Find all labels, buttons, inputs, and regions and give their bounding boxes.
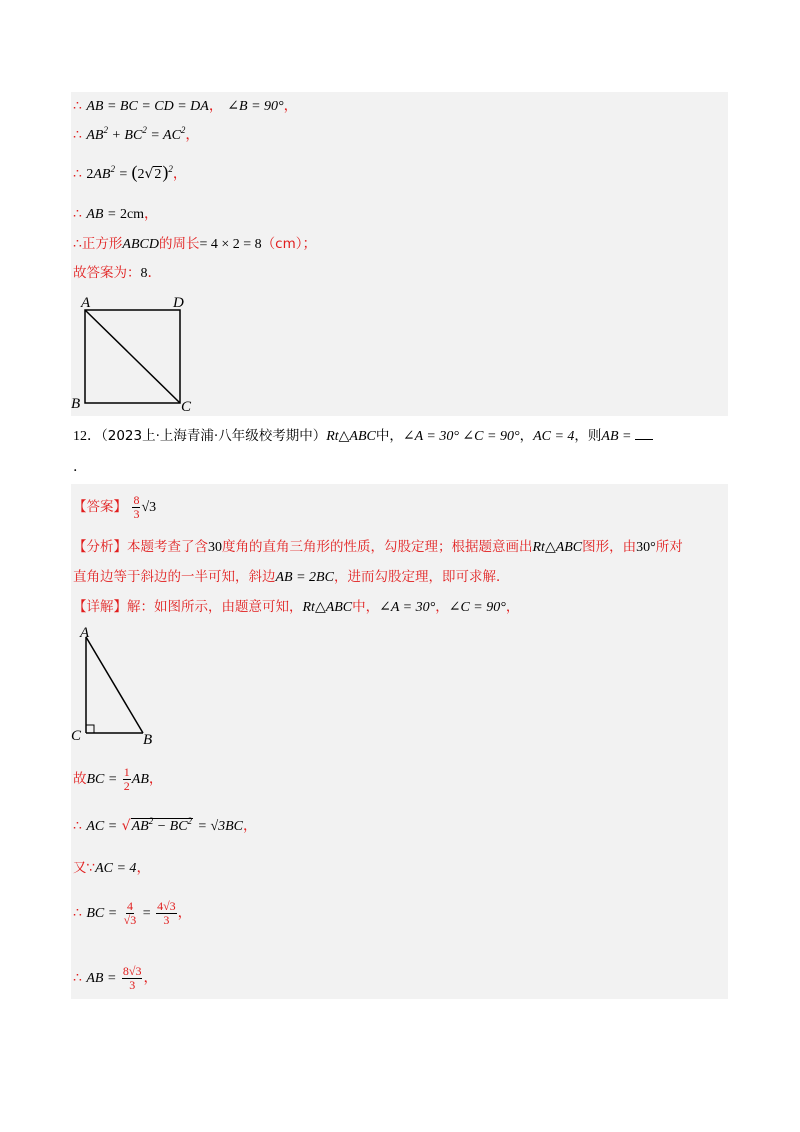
analysis-tag: 【分析】: [73, 539, 127, 555]
line-2: ∴ $AB^2 + BC^2 = AC^2$，: [73, 125, 200, 143]
vertex-b: B: [71, 396, 81, 412]
step-2: ∴ AC = $√AB^2 - BC^2 = √3BC$，: [73, 816, 258, 834]
step-4: ∴ BC = $\frac{4}{√3}$ = $\frac{4√3}{3}$ ，: [73, 898, 192, 927]
line-1: ∴ AB = BC = CD = DA， ∠B = 90°，: [73, 98, 298, 114]
answer-tag: 【答案】: [73, 499, 127, 515]
line-3: ∴ $2AB^2 = (2√2)^2$，: [73, 162, 187, 182]
vertex-d: D: [173, 295, 184, 311]
equal-sides-formula: AB = BC = CD = DA: [86, 99, 209, 114]
angle-b-formula: ∠B = 90°: [227, 99, 284, 114]
answer-value: 8: [140, 266, 148, 281]
answer-blank: [635, 439, 653, 440]
vertex-c: C: [181, 399, 192, 415]
question-source: （2023上·上海青浦·八年级校考期中）: [101, 428, 327, 444]
question-12: 12．（2023上·上海青浦·八年级校考期中）Rt△ABC中，∠A = 30° ∠C = 90°，AC = 4，则AB =: [73, 426, 653, 447]
line-5: ∴正方形ABCD的周长= 4 × 2 = 8（cm）；: [73, 236, 317, 252]
triangle-figure: [68, 622, 163, 750]
answer-fraction: $\frac{8}{3}$: [133, 492, 140, 521]
detail-line: 【详解】解：如图所示，由题意可知，Rt△ABC中，∠A = 30°，∠C = 90°，: [73, 599, 520, 615]
triangle-vertex-a: A: [80, 625, 90, 641]
square-equation: $2AB^2 = (2√2)^2$: [86, 162, 173, 182]
step-3: 又∵AC = 4，: [73, 860, 151, 876]
ab-length: AB = 2cm: [86, 207, 145, 222]
radicand: $AB^2 - BC^2$: [131, 816, 193, 834]
step-5: ∴ AB = $\frac{8√3}{3}$ ，: [73, 963, 158, 992]
line-6: 故答案为：8．: [73, 265, 162, 281]
answer-radical: √3: [141, 500, 157, 515]
analysis-line-2: 直角边等于斜边的一半可知，斜边AB = 2BC，进而勾股定理，即可求解．: [73, 569, 510, 585]
answer-line: [73, 490, 156, 525]
triangle-vertex-b: B: [143, 732, 153, 748]
triangle-vertex-c: C: [71, 728, 82, 744]
square-figure: [68, 290, 203, 415]
question-number: 12．: [73, 429, 101, 444]
pythagoras-formula: $AB^2 + BC^2 = AC^2$: [86, 125, 186, 143]
analysis-line-1: 【分析】本题考查了含30度角的直角三角形的性质，勾股定理；根据题意画出Rt△ABC图形，由30°所对: [73, 539, 683, 555]
detail-tag: 【详解】: [73, 599, 127, 615]
perimeter-formula: = 4 × 2 = 8: [199, 237, 262, 252]
vertex-a: A: [81, 295, 91, 311]
question-period: .: [73, 459, 78, 475]
therefore-symbol: ∴: [73, 98, 82, 114]
square-name: ABCD: [122, 237, 159, 252]
line-4: ∴ AB = 2cm，: [73, 206, 159, 222]
step-1: 故BC = $\frac{1}{2}$ AB，: [73, 764, 163, 793]
